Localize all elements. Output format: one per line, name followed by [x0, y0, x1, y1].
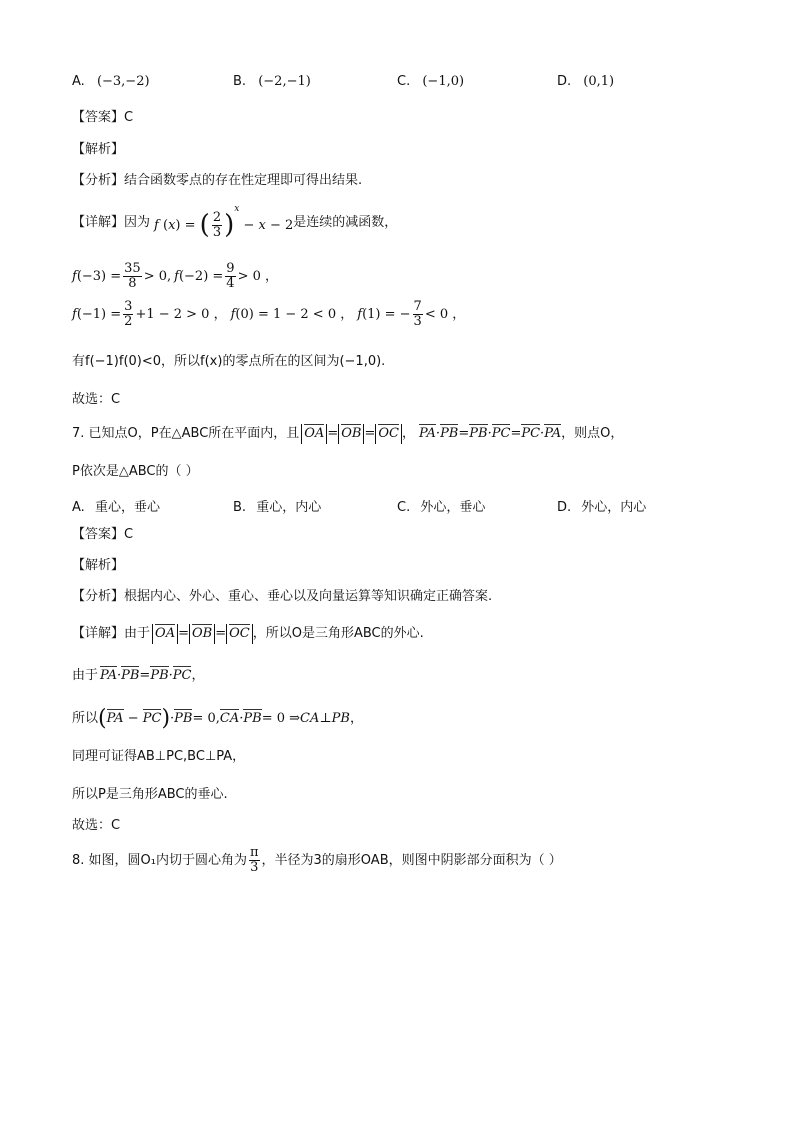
answer-tag: 【答案】	[72, 110, 125, 125]
q7-option-b	[233, 496, 321, 515]
formula-f: f (x) = ( $\frac{2}{3}$ )$^x$ − x − 2	[154, 204, 294, 241]
detail-post: 是连续的减函数，	[293, 215, 398, 231]
q7-fenxi	[72, 589, 492, 605]
option-value: (−3,−2)	[96, 74, 150, 89]
q7-stem-c: P依次是△ABC的（ ）	[72, 464, 199, 479]
detail-pre: 由于	[124, 626, 151, 641]
answer-tag: 【答案】	[72, 527, 125, 542]
option-label: B.	[233, 74, 247, 89]
detail-tag: 【详解】	[72, 215, 125, 231]
q6-option-b	[233, 74, 311, 89]
option-value: 重心，内心	[256, 500, 322, 515]
q6-fenxi	[72, 173, 362, 189]
q7-analysis-heading: 【解析】	[72, 558, 125, 573]
q6-values-line2: f (−1) = $\frac{3}{2}$ +1 − 2 > 0 ， f (0) = 1 − 2 < 0 ， f (1) = − $\frac{7}{3}$ < 0 ，	[72, 299, 466, 330]
option-label: A.	[72, 74, 85, 89]
q6-option-a	[72, 74, 150, 89]
option-label: B.	[233, 500, 247, 515]
q8-stem: 8. 如图，圆O₁内切于圆心角为 $\frac{\pi}{3}$ ，半径为3的扇形OAB，则图中阴影部分面积为（ ）	[72, 845, 562, 876]
q8-stem-b: ，半径为3的扇形OAB，则图中阴影部分面积为（ ）	[261, 853, 562, 868]
option-label: A.	[72, 500, 85, 515]
q6-answer	[72, 110, 133, 126]
detail-pre: 由于	[72, 668, 99, 683]
answer-value: C	[124, 110, 134, 125]
fenxi-text: 结合函数零点的存在性定理即可得出结果.	[124, 173, 363, 188]
option-value: 重心，垂心	[94, 500, 160, 515]
option-label: D.	[557, 74, 572, 89]
detail-pre: 所以	[72, 711, 99, 727]
fenxi-text: 根据内心、外心、重心、垂心以及向量运算等知识确定正确答案.	[124, 589, 493, 604]
q7-stem-b: ，则点O，	[561, 426, 624, 441]
q6-option-d	[557, 74, 614, 89]
q6-detail	[72, 202, 397, 244]
q7-detail-line3: 所以 ( PA − PC ) ·PB = 0, CA·PB = 0 ⇒ CA ⊥ PB ，	[72, 706, 363, 731]
q7-detail-line1: 【详解】 由于 OA = OB = OC ，所以O是三角形ABC的外心.	[72, 624, 424, 644]
q7-answer	[72, 527, 133, 543]
detail-pre: 因为	[124, 215, 151, 231]
option-label: C.	[397, 74, 411, 89]
q6-values-line1: f (−3) = $\frac{35}{8}$ > 0, f (−2) = $\frac{9}{4}$ > 0 ，	[72, 261, 279, 292]
option-label: D.	[557, 500, 572, 515]
option-value: (−1,0)	[422, 74, 465, 89]
option-value: (−2,−1)	[258, 74, 311, 89]
q7-stem-a: 7. 已知点O，P在△ABC所在平面内，且	[72, 426, 300, 441]
option-value: 外心，垂心	[420, 500, 486, 515]
q7-option-d	[557, 496, 646, 515]
q7-stem-line1: 7. 已知点O，P在△ABC所在平面内，且 OA = OB = OC ， PA·PB = PB·PC = PC·PA ，则点O，	[72, 424, 623, 444]
q8-stem-a: 8. 如图，圆O₁内切于圆心角为	[72, 853, 247, 868]
q7-detail-line5: 所以P是三角形ABC的垂心.	[72, 787, 228, 802]
answer-value: C	[124, 527, 134, 542]
detail-tag: 【详解】	[72, 626, 125, 641]
q7-detail-line4: 同理可证得AB⊥PC,BC⊥PA，	[72, 749, 246, 764]
option-value: (0,1)	[583, 74, 615, 89]
q6-analysis-heading: 【解析】	[72, 142, 125, 157]
q6-interval-line: 有f(−1)f(0)<0，所以f(x)的零点所在的区间为(−1,0).	[72, 354, 386, 369]
option-value: 外心，内心	[581, 500, 647, 515]
q6-option-c	[397, 74, 464, 89]
fenxi-tag: 【分析】	[72, 589, 125, 604]
fenxi-tag: 【分析】	[72, 173, 125, 188]
q7-detail-line2: 由于 PA·PB = PB·PC ，	[72, 668, 205, 683]
q7-option-c	[397, 496, 485, 515]
q7-choose: 故选：C	[72, 818, 121, 833]
q7-option-a	[72, 496, 160, 515]
q6-choose: 故选：C	[72, 392, 121, 407]
option-label: C.	[397, 500, 411, 515]
detail-post: ，所以O是三角形ABC的外心.	[252, 626, 424, 641]
